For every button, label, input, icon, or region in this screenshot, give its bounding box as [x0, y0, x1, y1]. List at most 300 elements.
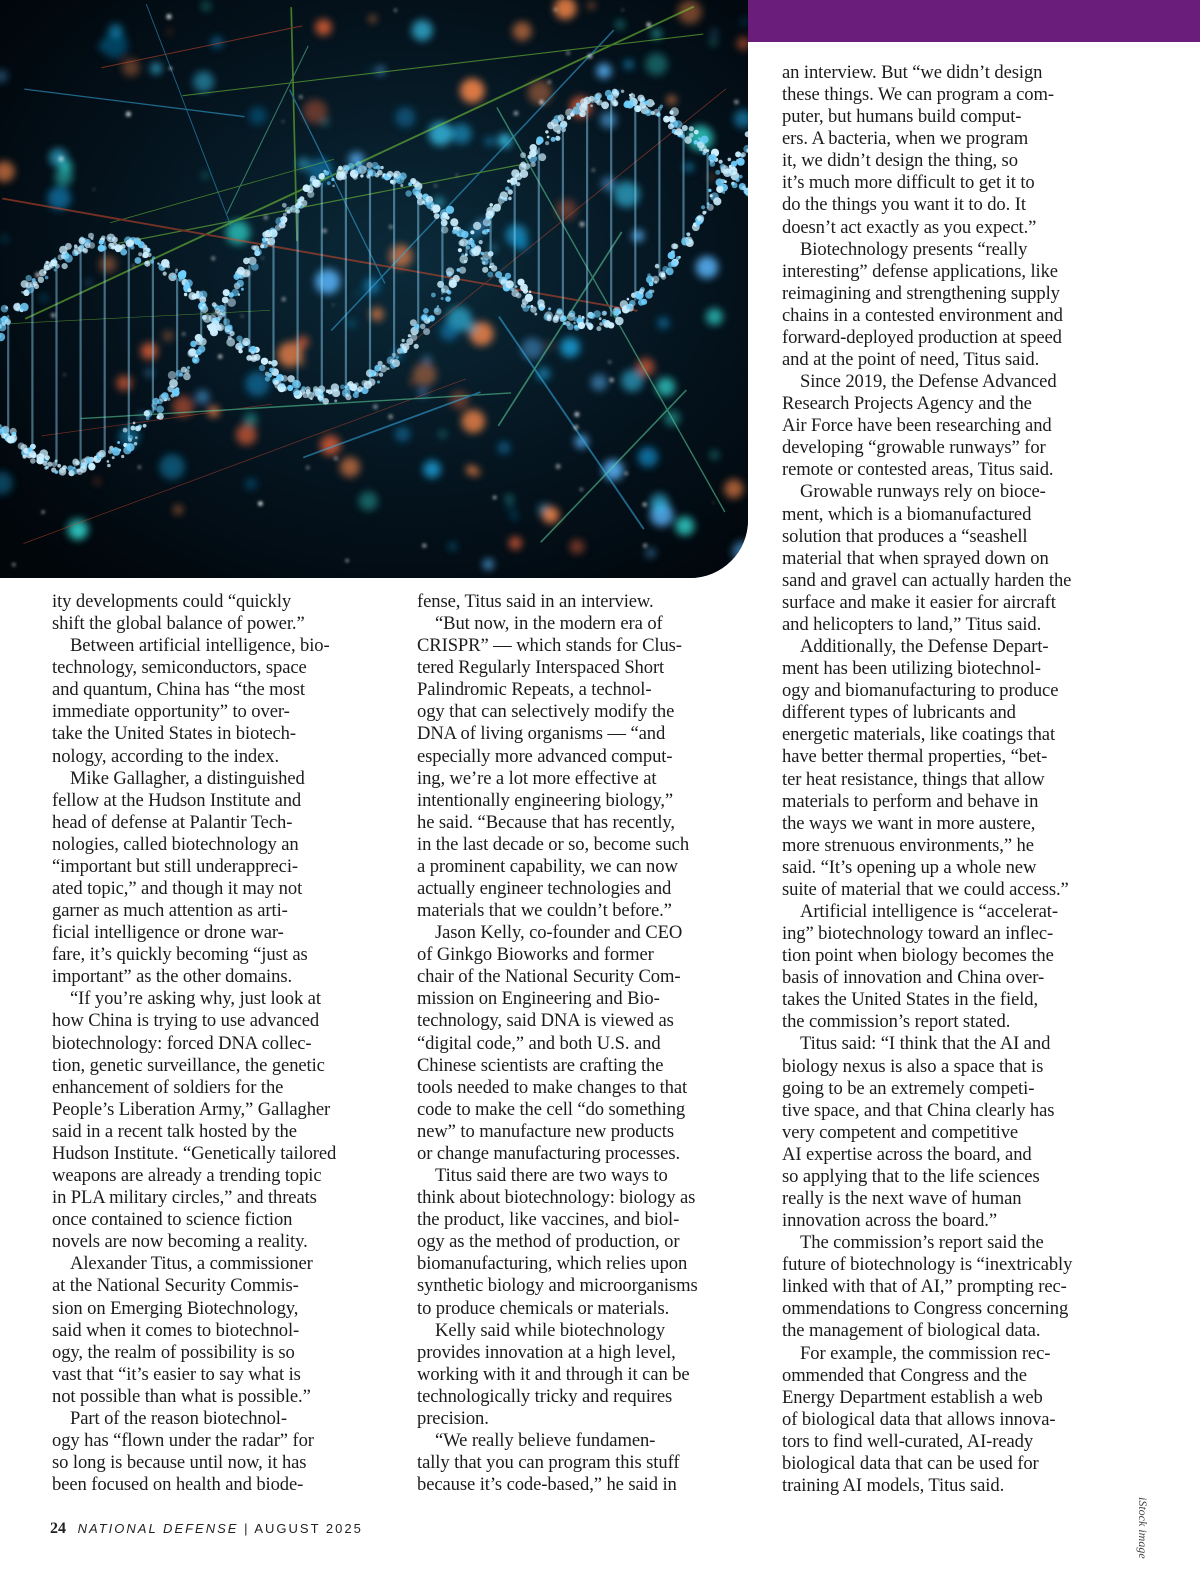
sparkle: [245, 271, 249, 275]
text-line: The commission’s report said the: [800, 1232, 1044, 1254]
helix-bead: [482, 261, 485, 264]
helix-bead: [345, 394, 351, 400]
helix-bead: [482, 267, 488, 273]
helix-bead: [453, 275, 460, 282]
article-paragraph: [782, 1343, 1122, 1498]
helix-bead: [198, 302, 207, 311]
text-line: at the National Security Commis-: [52, 1275, 299, 1297]
helix-bead: [380, 166, 383, 169]
article-column-2: [417, 591, 752, 1496]
helix-bead: [728, 158, 732, 162]
helix-bead: [227, 298, 236, 307]
helix-bead: [482, 258, 489, 265]
helix-bead: [472, 247, 481, 256]
text-line: interesting” defense applications, like: [782, 260, 1058, 282]
text-line: ogy has “flown under the radar” for: [52, 1429, 314, 1451]
text-line: forward-deployed production at speed: [782, 326, 1062, 348]
helix-bead: [238, 349, 242, 353]
text-line: “But now, in the modern era of: [435, 613, 663, 635]
helix-bead: [334, 399, 337, 402]
bokeh-dot: [621, 370, 643, 392]
helix-bead: [434, 213, 440, 219]
bokeh-dot: [193, 71, 214, 92]
bokeh-dot: [513, 22, 532, 41]
helix-bead: [147, 253, 152, 258]
helix-bead: [169, 379, 178, 388]
article-paragraph: [782, 371, 1122, 481]
helix-bead: [676, 256, 680, 260]
helix-bead: [523, 288, 528, 293]
helix-bead: [138, 252, 142, 256]
helix-bead: [347, 163, 354, 170]
article-paragraph: [52, 988, 377, 1253]
helix-bead: [596, 99, 602, 105]
photo-credit: iStock image: [1136, 1497, 1150, 1559]
text-line: the management of biological data.: [782, 1320, 1041, 1342]
bokeh-dot: [315, 19, 331, 35]
text-line: Part of the reason biotechnol-: [70, 1407, 287, 1429]
helix-bead: [522, 298, 529, 305]
helix-bead: [130, 245, 134, 249]
helix-bead: [306, 389, 311, 394]
article-column-1: [52, 591, 377, 1496]
helix-bead: [97, 456, 101, 460]
helix-bead: [220, 312, 223, 315]
bokeh-dot: [462, 410, 485, 433]
helix-bead: [423, 308, 429, 314]
text-line: Jason Kelly, co-founder and CEO: [435, 922, 683, 944]
helix-bead: [732, 182, 738, 188]
text-line: more strenuous environments,” he: [782, 834, 1034, 856]
helix-bead: [217, 325, 223, 331]
sparkle: [64, 374, 66, 376]
helix-bead: [423, 328, 430, 335]
text-line: “We really believe fundamen-: [435, 1429, 656, 1451]
helix-bead: [144, 410, 150, 416]
helix-bead: [441, 297, 444, 300]
bokeh-dot: [173, 396, 194, 417]
helix-bead: [133, 422, 136, 425]
helix-bead: [481, 252, 484, 255]
helix-bead: [251, 245, 256, 250]
helix-bead: [112, 447, 120, 455]
sparkle: [389, 226, 392, 229]
helix-bead: [506, 280, 514, 288]
sparkle: [548, 81, 551, 84]
helix-bead: [597, 95, 601, 99]
helix-bead: [179, 373, 183, 377]
helix-bead: [708, 189, 711, 192]
text-line: fare, it’s quickly becoming “just as: [52, 944, 308, 966]
text-line: nology, according to the index.: [52, 745, 280, 767]
text-line: ommended that Congress and the: [782, 1364, 1027, 1386]
text-line: so applying that to the life sciences: [782, 1165, 1040, 1187]
article-paragraph: [417, 922, 752, 1165]
helix-bead: [414, 344, 419, 349]
text-line: “If you’re asking why, just look at: [70, 988, 321, 1010]
sparkle: [609, 361, 611, 363]
helix-bead: [709, 161, 715, 167]
bokeh-dot: [87, 281, 91, 285]
helix-bead: [120, 249, 127, 256]
article-paragraph: [52, 635, 377, 767]
bokeh-dot: [466, 465, 475, 474]
helix-bead: [44, 265, 50, 271]
text-line: so long is because until now, it has: [52, 1452, 307, 1474]
article-column-3: [782, 62, 1122, 1497]
text-line: DNA of living organisms — “and: [417, 723, 666, 745]
text-line: code to make the cell “do something: [417, 1098, 686, 1120]
helix-bead: [260, 244, 264, 248]
helix-bead: [17, 303, 20, 306]
helix-bead: [241, 288, 244, 291]
text-line: said in a recent talk hosted by the: [52, 1120, 297, 1142]
helix-bead: [408, 334, 411, 337]
helix-bead: [534, 313, 537, 316]
helix-bead: [188, 288, 192, 292]
helix-bead: [420, 324, 426, 330]
text-line: novels are now becoming a reality.: [52, 1231, 308, 1253]
helix-bead: [387, 367, 390, 370]
helix-bead: [589, 96, 595, 102]
text-line: tered Regularly Interspaced Short: [417, 657, 665, 679]
helix-bead: [599, 317, 602, 320]
helix-bead: [237, 280, 244, 287]
text-line: tors to find well-curated, AI-ready: [782, 1430, 1034, 1452]
helix-bead: [567, 323, 574, 330]
text-line: it’s much more difficult to get it to: [782, 172, 1035, 194]
article-paragraph: [782, 1033, 1122, 1232]
bokeh-dot: [236, 424, 257, 445]
helix-bead: [735, 178, 739, 182]
helix-bead: [556, 136, 561, 141]
sparkle: [323, 229, 327, 233]
helix-bead: [377, 381, 380, 384]
text-line: and helicopters to land,” Titus said.: [782, 613, 1042, 635]
bokeh-dot: [505, 495, 513, 503]
helix-bead: [18, 443, 25, 450]
text-line: tools needed to make changes to that: [417, 1076, 688, 1098]
helix-bead: [322, 173, 325, 176]
sparkle: [212, 257, 215, 260]
text-line: remote or contested areas, Titus said.: [782, 459, 1054, 481]
helix-bead: [62, 263, 68, 269]
helix-bead: [604, 321, 610, 327]
text-line: biomanufacturing, which relies upon: [417, 1253, 688, 1275]
helix-bead: [431, 208, 434, 211]
helix-bead: [551, 137, 556, 142]
text-line: think about biotechnology: biology as: [417, 1187, 696, 1209]
helix-bead: [112, 237, 118, 243]
text-line: People’s Liberation Army,” Gallagher: [52, 1098, 331, 1120]
text-line: Additionally, the Defense Depart-: [800, 636, 1049, 658]
text-line: shift the global balance of power.”: [52, 613, 305, 635]
helix-bead: [450, 218, 458, 226]
text-line: ommendations to Congress concerning: [782, 1298, 1069, 1320]
bokeh-dot: [652, 29, 662, 39]
bokeh-dot: [451, 124, 471, 144]
helix-bead: [283, 213, 287, 217]
helix-bead: [713, 197, 721, 205]
helix-bead: [332, 185, 335, 188]
bokeh-dot: [724, 479, 743, 498]
sparkle: [182, 333, 185, 336]
bokeh-dot: [728, 566, 746, 578]
helix-bead: [208, 323, 217, 332]
text-line: very competent and competitive: [782, 1121, 1019, 1143]
article-paragraph: [782, 481, 1122, 636]
text-line: mission on Engineering and Bio-: [417, 988, 660, 1010]
text-line: For example, the commission rec-: [800, 1342, 1051, 1364]
helix-bead: [638, 95, 645, 102]
helix-bead: [685, 239, 690, 244]
text-line: the ways we want in more austere,: [782, 812, 1036, 834]
helix-bead: [582, 316, 585, 319]
helix-bead: [88, 463, 95, 470]
sparkle: [647, 23, 651, 27]
helix-bead: [89, 242, 96, 249]
sparkle: [262, 257, 264, 259]
text-line: “important but still underappreci-: [52, 855, 298, 877]
helix-bead: [520, 170, 528, 178]
sparkle: [166, 14, 171, 19]
text-line: “digital code,” and both U.S. and: [417, 1032, 661, 1054]
article-paragraph: [52, 591, 377, 635]
text-line: Chinese scientists are crafting the: [417, 1054, 664, 1076]
text-line: working with it and through it can be: [417, 1363, 690, 1385]
bokeh-dot: [196, 390, 210, 404]
bokeh-dot: [245, 478, 256, 489]
helix-bead: [489, 203, 493, 207]
bokeh-dot: [485, 137, 494, 146]
text-line: going to be an extremely competi-: [782, 1077, 1035, 1099]
helix-bead: [573, 322, 575, 324]
helix-bead: [332, 389, 341, 398]
sparkle: [388, 415, 392, 419]
sparkle: [42, 511, 45, 514]
text-line: fense, Titus said in an interview.: [417, 591, 654, 612]
text-line: intentionally engineering biology,”: [417, 789, 674, 811]
bokeh-dot: [512, 514, 517, 519]
text-line: solution that produces a “seashell: [782, 525, 1028, 547]
helix-bead: [590, 104, 593, 107]
bokeh-dot: [99, 256, 116, 273]
sparkle: [282, 121, 284, 123]
helix-bead: [338, 166, 343, 171]
text-line: how China is trying to use advanced: [52, 1010, 320, 1032]
bokeh-dot: [2, 236, 8, 242]
helix-bead: [135, 257, 142, 264]
bokeh-dot: [709, 38, 717, 46]
helix-bead: [611, 91, 619, 99]
article-paragraph: [782, 62, 1122, 239]
helix-bead: [47, 462, 52, 467]
helix-bead: [412, 187, 421, 196]
helix-bead: [20, 303, 29, 312]
helix-bead: [630, 94, 635, 99]
helix-bead: [520, 152, 526, 158]
bokeh-dot: [376, 66, 385, 75]
helix-bead: [5, 306, 8, 309]
helix-bead: [21, 280, 29, 288]
helix-bead: [580, 113, 583, 116]
text-line: technologically tricky and requires: [417, 1385, 673, 1407]
sparkle: [712, 502, 714, 504]
text-line: it, we didn’t design the thing, so: [782, 150, 1018, 172]
helix-bead: [322, 398, 329, 405]
helix-bead: [324, 171, 329, 176]
sparkle: [35, 272, 40, 277]
text-line: Energy Department establish a web: [782, 1386, 1043, 1408]
helix-bead: [228, 336, 232, 340]
bokeh-dot: [542, 507, 559, 524]
sparkle: [306, 466, 309, 469]
helix-bead: [36, 459, 41, 464]
sparkle: [132, 265, 135, 268]
text-line: ing” biotechnology toward an inflec-: [782, 923, 1054, 945]
text-line: energetic materials, like coatings that: [782, 724, 1056, 746]
dna-helix-image: [0, 0, 748, 578]
text-line: fellow at the Hudson Institute and: [52, 789, 302, 811]
helix-bead: [181, 367, 187, 373]
helix-bead: [121, 455, 124, 458]
helix-bead: [262, 231, 268, 237]
bokeh-dot: [706, 308, 723, 325]
helix-bead: [498, 203, 502, 207]
helix-bead: [645, 101, 649, 105]
text-line: synthetic biology and microorganisms: [417, 1275, 698, 1297]
helix-bead: [168, 371, 176, 379]
bokeh-dot: [710, 451, 719, 460]
bokeh-dot: [684, 163, 693, 172]
sparkle: [373, 405, 378, 410]
helix-bead: [54, 258, 57, 261]
helix-bead: [658, 107, 662, 111]
text-line: garner as much attention as arti-: [52, 900, 288, 922]
text-line: future of biotechnology is “inextricably: [782, 1254, 1073, 1276]
sparkle: [126, 112, 131, 117]
sparkle: [394, 9, 397, 12]
bokeh-dot: [645, 53, 667, 75]
bokeh-dot: [167, 29, 172, 34]
page-number: 24: [50, 1520, 66, 1537]
helix-bead: [527, 305, 530, 308]
helix-bead: [457, 268, 461, 272]
helix-bead: [668, 123, 674, 129]
bokeh-dot: [395, 426, 410, 441]
article-paragraph: [417, 1165, 752, 1320]
helix-bead: [336, 172, 344, 180]
text-line: sand and gravel can actually harden the: [782, 569, 1072, 591]
helix-bead: [281, 375, 288, 382]
helix-bead: [689, 133, 694, 138]
text-line: an interview. But “we didn’t design: [782, 62, 1043, 83]
bokeh-dot: [650, 493, 669, 512]
helix-bead: [107, 464, 111, 468]
helix-bead: [457, 229, 465, 237]
helix-bead: [710, 194, 713, 197]
text-line: Air Force have been researching and: [782, 415, 1052, 437]
text-line: puter, but humans build comput-: [782, 106, 1022, 128]
helix-bead: [377, 170, 383, 176]
helix-bead: [589, 326, 593, 330]
helix-bead: [500, 191, 508, 199]
helix-bead: [10, 434, 18, 442]
text-line: ity developments could “quickly: [52, 591, 292, 612]
helix-bead: [259, 365, 265, 371]
bokeh-dot: [364, 278, 380, 294]
text-line: do the things you want it to do. It: [782, 194, 1026, 216]
bokeh-dot: [521, 338, 543, 360]
helix-bead: [202, 304, 205, 307]
helix-bead: [281, 221, 285, 225]
sparkle: [422, 544, 426, 548]
helix-bead: [434, 308, 439, 313]
text-line: to produce chemicals or materials.: [417, 1297, 670, 1319]
footer-separator: |: [244, 1521, 250, 1536]
helix-bead: [735, 151, 741, 157]
sparkle: [241, 315, 243, 317]
article-paragraph: [782, 901, 1122, 1033]
helix-bead: [487, 272, 493, 278]
helix-bead: [61, 254, 66, 259]
text-line: the product, like vaccines, and biol-: [417, 1209, 680, 1231]
bokeh-dot: [498, 441, 511, 454]
bokeh-dot: [638, 447, 658, 467]
sparkle: [456, 174, 458, 176]
text-line: and at the point of need, Titus said.: [782, 349, 1040, 371]
sparkle: [580, 222, 585, 227]
helix-bead: [715, 170, 720, 175]
text-line: or change manufacturing processes.: [417, 1142, 681, 1164]
bokeh-dot: [95, 479, 99, 483]
sparkle: [556, 464, 561, 469]
sparkle: [734, 100, 738, 104]
helix-bead: [615, 317, 624, 326]
bokeh-dot: [741, 19, 747, 25]
helix-bead: [185, 279, 193, 287]
text-line: take the United States in biotech-: [52, 723, 296, 745]
bokeh-dot: [159, 454, 184, 479]
bokeh-dot: [439, 431, 446, 438]
helix-bead: [626, 304, 631, 309]
helix-bead: [379, 365, 387, 373]
helix-bead: [254, 248, 261, 255]
helix-bead: [510, 177, 518, 185]
text-line: innovation across the board.”: [782, 1210, 997, 1232]
text-line: Palindromic Repeats, a technol-: [417, 679, 652, 701]
text-line: of biological data that allows innova-: [782, 1408, 1056, 1430]
text-line: ogy and biomanufacturing to produce: [782, 680, 1059, 702]
helix-bead: [689, 126, 694, 131]
helix-bead: [697, 215, 704, 222]
helix-bead: [431, 293, 436, 298]
bokeh-dot: [109, 24, 123, 38]
helix-bead: [298, 199, 302, 203]
helix-bead: [157, 413, 164, 420]
text-line: basis of innovation and China over-: [782, 967, 1045, 989]
text-line: once contained to science fiction: [52, 1209, 293, 1231]
helix-bead: [668, 116, 674, 122]
bokeh-dot: [249, 107, 267, 125]
helix-bead: [34, 284, 39, 289]
issue-date: AUGUST 2025: [254, 1521, 363, 1536]
text-line: reimagining and strengthening supply: [782, 282, 1060, 304]
helix-bead: [446, 267, 454, 275]
helix-bead: [505, 187, 509, 191]
article-paragraph: [782, 636, 1122, 901]
helix-bead: [355, 382, 359, 386]
